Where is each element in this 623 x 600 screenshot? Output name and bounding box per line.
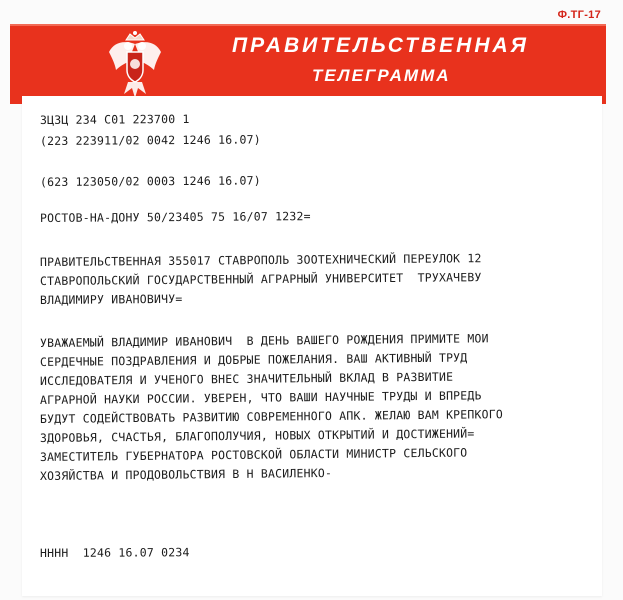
message-line: УВАЖАЕМЫЙ ВЛАДИМИР ИВАНОВИЧ В ДЕНЬ ВАШЕГО РОЖДЕНИЯ ПРИМИТЕ МОИ xyxy=(39,331,489,350)
message-line: АГРАРНОЙ НАУКИ РОССИИ. УВЕРЕН, ЧТО ВАШИ НАУЧНЫЕ ТРУДЫ И ВПРЕДЬ xyxy=(39,388,482,407)
address-line: ВЛАДИМИРУ ИВАНОВИЧУ= xyxy=(39,291,183,307)
footer-line: НННН 1246 16.07 0234 xyxy=(39,545,190,560)
message-line: ЗАМЕСТИТЕЛЬ ГУБЕРНАТОРА РОСТОВСКОЙ ОБЛАСТИ МИНИСТР СЕЛЬСКОГО xyxy=(39,445,468,464)
message-line: ИССЛЕДОВАТЕЛЯ И УЧЕНОГО ВНЕС ЗНАЧИТЕЛЬНЫЙ ВКЛАД В РАЗВИТИЕ xyxy=(39,369,454,388)
message-line: БУДУТ СОДЕЙСТВОВАТЬ РАЗВИТИЮ СОВРЕМЕННОГО АПК. ЖЕЛАЮ ВАМ КРЕПКОГО xyxy=(39,407,504,426)
address-line: ПРАВИТЕЛЬСТВЕННАЯ 355017 СТАВРОПОЛЬ ЗООТЕХНИЧЕСКИЙ ПЕРЕУЛОК 12 xyxy=(39,251,482,269)
message-line: ХОЗЯЙСТВА И ПРОДОВОЛЬСТВИЯ В Н ВАСИЛЕНКО- xyxy=(39,465,333,483)
message-line: СЕРДЕЧНЫЕ ПОЗДРАВЛЕНИЯ И ДОБРЫЕ ПОЖЕЛАНИЯ. ВАШ АКТИВНЫЙ ТРУД xyxy=(39,350,468,369)
service-line: ЗЦЗЦ 234 С01 223700 1 xyxy=(39,111,190,127)
telegram-header xyxy=(10,24,606,104)
service-line: (623 123050/02 0003 1246 16.07) xyxy=(39,173,261,189)
origin-line: РОСТОВ-НА-ДОНУ 50/23405 75 16/07 1232= xyxy=(39,209,311,225)
address-line: СТАВРОПОЛЬСКИЙ ГОСУДАРСТВЕННЫЙ АГРАРНЫЙ УНИВЕРСИТЕТ ТРУХАЧЕВУ xyxy=(39,270,482,288)
russian-coat-of-arms-icon xyxy=(106,30,164,100)
telegram-subtitle: ТЕЛЕГРАММА xyxy=(312,66,451,85)
form-code: Ф.ТГ-17 xyxy=(557,9,601,21)
service-line: (223 223911/02 0042 1246 16.07) xyxy=(39,132,261,148)
message-line: ЗДОРОВЬЯ, СЧАСТЬЯ, БЛАГОПОЛУЧИЯ, НОВЫХ ОТКРЫТИЙ И ДОСТИЖЕНИЙ= xyxy=(39,426,475,445)
telegram-title: ПРАВИТЕЛЬСТВЕННАЯ xyxy=(232,34,529,57)
